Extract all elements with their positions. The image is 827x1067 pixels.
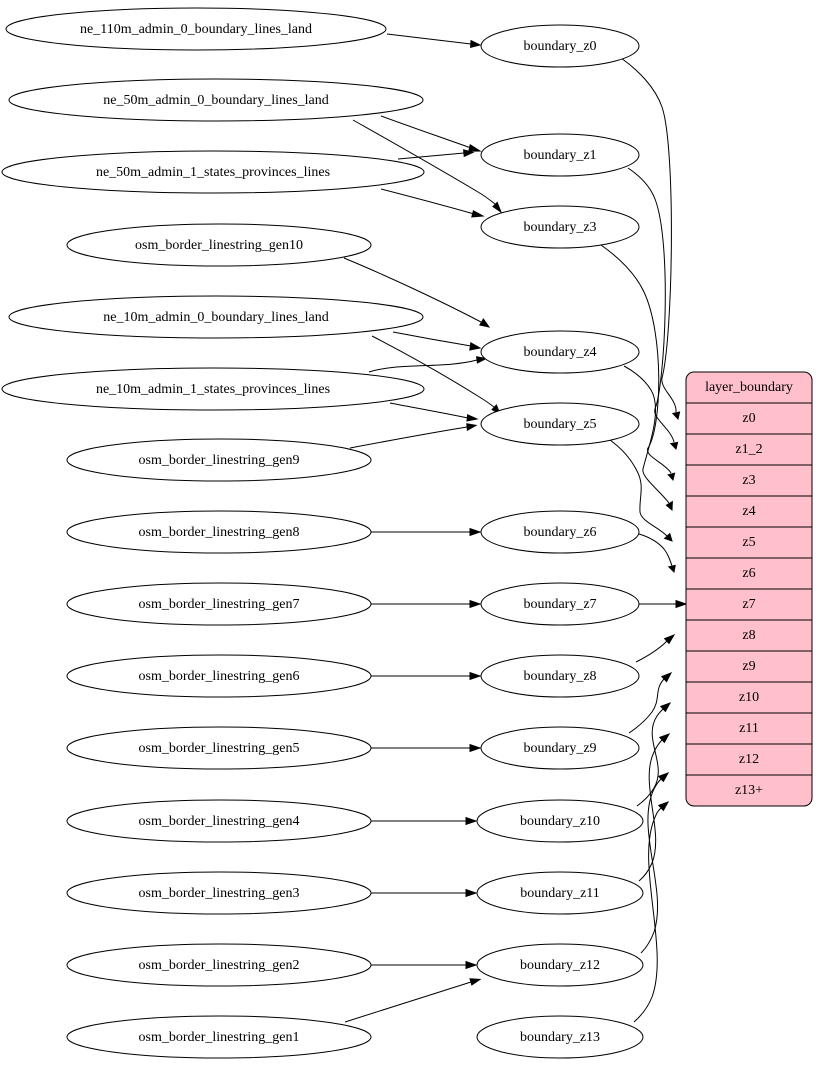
edge-src14-boundary_z12: [345, 979, 480, 1022]
node-label: boundary_z12: [519, 958, 601, 974]
record-row-z7[interactable]: z7: [742, 597, 756, 613]
node-osm_border_linestring_gen8[interactable]: [67, 511, 371, 553]
edge-src0-boundary_z0: [387, 34, 480, 47]
node-label: ne_50m_admin_1_states_provinces_lines: [95, 165, 331, 181]
node-boundary_z6[interactable]: [481, 511, 639, 553]
edge-src5-boundary_z5: [390, 403, 477, 421]
node-boundary_z11[interactable]: [477, 872, 643, 914]
record-row-z3[interactable]: z3: [742, 473, 756, 489]
node-label: ne_50m_admin_0_boundary_lines_land: [103, 93, 329, 109]
node-boundary_z0[interactable]: [481, 25, 639, 67]
node-label: ne_10m_admin_0_boundary_lines_land: [103, 310, 329, 326]
node-label: osm_border_linestring_gen8: [138, 525, 300, 541]
edge-boundary_z13-layer-z13plus: [634, 802, 668, 1022]
node-ne_50m_admin_0_boundary_lines_land[interactable]: [9, 79, 423, 121]
node-label: osm_border_linestring_gen7: [138, 597, 300, 613]
source-nodes: [2, 8, 424, 1058]
record-row-z1_2[interactable]: z1_2: [735, 442, 763, 458]
node-boundary_z8[interactable]: [481, 655, 639, 697]
record-row-z8[interactable]: z8: [742, 628, 756, 644]
node-label: boundary_z8: [523, 669, 597, 685]
node-ne_10m_admin_1_states_provinces_lines[interactable]: [2, 368, 424, 410]
node-boundary_z4[interactable]: [481, 331, 639, 373]
boundary-nodes: [477, 25, 643, 1058]
node-label: osm_border_linestring_gen4: [138, 814, 300, 830]
node-label: boundary_z1: [523, 148, 597, 164]
node-osm_border_linestring_gen4[interactable]: [67, 800, 371, 842]
edge-src2-boundary_z1: [398, 150, 473, 159]
record-row-z11[interactable]: z11: [739, 721, 759, 737]
node-ne_10m_admin_0_boundary_lines_land[interactable]: [9, 296, 423, 338]
node-label: osm_border_linestring_gen10: [135, 238, 303, 254]
edge-boundary_z8-layer-z8: [636, 635, 674, 662]
layer-boundary-record[interactable]: [686, 372, 812, 806]
node-ne_50m_admin_1_states_provinces_lines[interactable]: [2, 151, 424, 193]
node-boundary_z3[interactable]: [481, 206, 639, 248]
edge-src13-boundary_z12: [371, 962, 476, 969]
edge-src10-boundary_z9: [371, 745, 480, 752]
node-label: boundary_z10: [519, 814, 601, 830]
record-row-z13plus[interactable]: z13+: [734, 783, 764, 799]
node-label: boundary_z7: [523, 597, 597, 613]
edge-src6-boundary_z5: [350, 424, 476, 448]
edge-src8-boundary_z7: [371, 601, 480, 608]
edge-src4-boundary_z5: [372, 336, 500, 414]
node-ne_110m_admin_0_boundary_lines_land[interactable]: [6, 8, 386, 50]
node-boundary_z1[interactable]: [481, 134, 639, 176]
node-label: osm_border_linestring_gen5: [138, 741, 300, 757]
edge-src5-boundary_z4: [369, 357, 486, 372]
node-label: boundary_z0: [523, 39, 597, 55]
node-label: boundary_z4: [523, 345, 597, 361]
edge-src7-boundary_z6: [371, 529, 480, 536]
node-osm_border_linestring_gen3[interactable]: [67, 872, 371, 914]
node-label: boundary_z6: [523, 525, 597, 541]
node-label: boundary_z13: [519, 1030, 601, 1046]
edge-boundary_z0-layer-z0: [621, 58, 680, 419]
node-label: boundary_z11: [520, 886, 600, 902]
record-row-z6[interactable]: z6: [742, 566, 756, 582]
node-boundary_z12[interactable]: [477, 944, 643, 986]
node-label: boundary_z9: [523, 741, 597, 757]
node-osm_border_linestring_gen5[interactable]: [67, 727, 371, 769]
node-boundary_z7[interactable]: [481, 583, 639, 625]
node-boundary_z10[interactable]: [477, 800, 643, 842]
record-row-z0[interactable]: z0: [742, 411, 756, 427]
node-label: boundary_z5: [523, 417, 597, 433]
node-label: osm_border_linestring_gen6: [138, 669, 300, 685]
edge-src12-boundary_z11: [371, 890, 476, 897]
node-label: ne_10m_admin_1_states_provinces_lines: [95, 382, 331, 398]
record-row-z4[interactable]: z4: [742, 504, 756, 520]
node-osm_border_linestring_gen1[interactable]: [67, 1016, 371, 1058]
node-boundary_z13[interactable]: [477, 1016, 643, 1058]
edge-src9-boundary_z8: [371, 673, 480, 680]
node-osm_border_linestring_gen9[interactable]: [67, 439, 371, 481]
record-row-z10[interactable]: z10: [738, 690, 760, 706]
node-label: osm_border_linestring_gen9: [138, 453, 300, 469]
edge-boundary_z1-layer-z1_2: [628, 168, 678, 449]
record-row-layer_boundary: layer_boundary: [705, 380, 793, 396]
node-boundary_z9[interactable]: [481, 727, 639, 769]
record-row-z5[interactable]: z5: [742, 535, 756, 551]
node-label: osm_border_linestring_gen3: [138, 886, 300, 902]
node-osm_border_linestring_gen6[interactable]: [67, 655, 371, 697]
edge-boundary_z7-layer-z7: [639, 601, 686, 608]
node-label: osm_border_linestring_gen2: [138, 958, 300, 974]
edge-src2-boundary_z3: [381, 189, 483, 217]
edge-src1-boundary_z1: [381, 116, 480, 151]
record-row-z12[interactable]: z12: [738, 752, 760, 768]
node-osm_border_linestring_gen2[interactable]: [67, 944, 371, 986]
node-osm_border_linestring_gen7[interactable]: [67, 583, 371, 625]
node-label: osm_border_linestring_gen1: [138, 1030, 300, 1046]
node-osm_border_linestring_gen10[interactable]: [67, 224, 371, 266]
edge-src4-boundary_z4: [393, 332, 480, 350]
node-boundary_z5[interactable]: [481, 403, 639, 445]
edge-src11-boundary_z10: [371, 818, 476, 825]
record-row-z9[interactable]: z9: [742, 659, 756, 675]
node-label: boundary_z3: [523, 220, 597, 236]
node-label: ne_110m_admin_0_boundary_lines_land: [80, 22, 312, 38]
edge-boundary_z4-layer-z4: [624, 366, 672, 510]
